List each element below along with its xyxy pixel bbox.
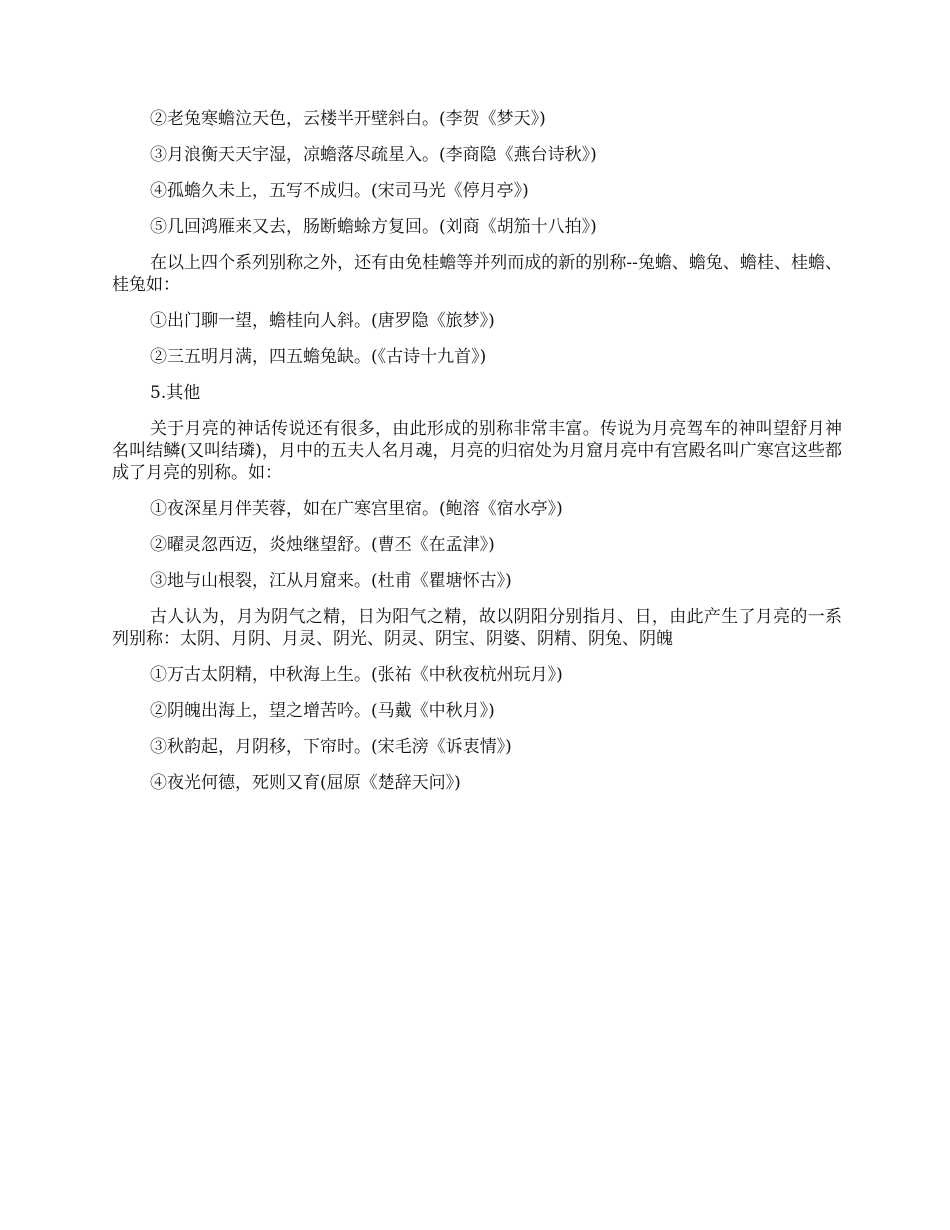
poem-quote: ③秋韵起，月阴移，下帘时。(宋毛滂《诉衷情》) bbox=[150, 737, 512, 757]
section-heading: 5.其他 bbox=[150, 383, 201, 403]
poem-quote: ②曜灵忽西迈，炎烛继望舒。(曹丕《在孟津》) bbox=[150, 535, 495, 555]
body-paragraph: 关于月亮的神话传说还有很多，由此形成的别称非常丰富。传说为月亮驾车的神叫望舒月神名叫结鳞(又叫结璘)，月中的五夫人名月魂，月亮的归宿处为月窟月亮中有宫殿名叫广寒宫这些都成了月亮的别称。如： bbox=[112, 419, 842, 483]
poem-quote: ⑤几回鸿雁来又去，肠断蟾蜍方复回。(刘商《胡笳十八拍》) bbox=[150, 217, 597, 237]
poem-quote: ②阴魄出海上，望之增苦吟。(马戴《中秋月》) bbox=[150, 701, 495, 721]
poem-quote: ②老兔寒蟾泣天色，云楼半开壁斜白。(李贺《梦天》) bbox=[150, 109, 546, 129]
poem-quote: ④夜光何德，死则又育(屈原《楚辞天问》) bbox=[150, 773, 461, 793]
body-paragraph: 在以上四个系列别称之外，还有由免桂蟾等并列而成的新的别称--兔蟾、蟾兔、蟾桂、桂蟾、桂兔如： bbox=[112, 253, 842, 295]
poem-quote: ③月浪衡天天宇湿，凉蟾落尽疏星入。(李商隐《燕台诗秋》) bbox=[150, 145, 597, 165]
poem-quote: ①万古太阴精，中秋海上生。(张祐《中秋夜杭州玩月》) bbox=[150, 665, 563, 685]
body-paragraph: 古人认为，月为阴气之精，日为阳气之精，故以阴阳分别指月、日，由此产生了月亮的一系列别称：太阴、月阴、月灵、阴光、阴灵、阴宝、阴婆、阴精、阴兔、阴魄 bbox=[112, 607, 842, 649]
poem-quote: ②三五明月满，四五蟾兔缺。(《古诗十九首》) bbox=[150, 347, 487, 367]
document-body bbox=[112, 108, 842, 808]
poem-quote: ①出门聊一望，蟾桂向人斜。(唐罗隐《旅梦》) bbox=[150, 311, 495, 331]
poem-quote: ④孤蟾久未上，五写不成归。(宋司马光《停月亭》) bbox=[150, 181, 529, 201]
poem-quote: ①夜深星月伴芙蓉，如在广寒宫里宿。(鲍溶《宿水亭》) bbox=[150, 499, 563, 519]
poem-quote: ③地与山根裂，江从月窟来。(杜甫《瞿塘怀古》) bbox=[150, 571, 512, 591]
